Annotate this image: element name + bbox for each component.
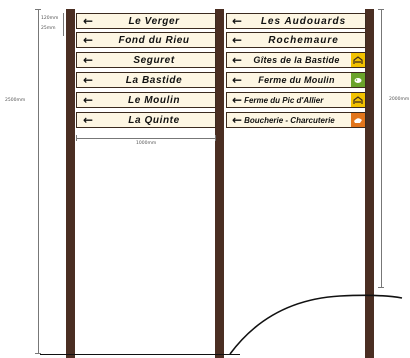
dimension-width: 1000mm [136, 141, 157, 146]
sign-label: Le Moulin [128, 94, 181, 106]
arrow-left-icon: ← [83, 113, 94, 127]
arrow-left-icon: ← [83, 14, 94, 28]
arrow-left-icon: ← [232, 14, 243, 28]
dimension-gap: 25mm [41, 26, 56, 31]
dimension-right-height: 2000mm [389, 97, 410, 102]
arrow-left-icon: ← [232, 33, 243, 47]
dimension-total-height: 2500mm [5, 98, 26, 103]
sign-label: La Quinte [128, 114, 180, 126]
sign-label: Gîtes de la Bastide [253, 55, 340, 65]
sign-label: La Bastide [125, 74, 183, 86]
arrow-left-icon: ← [232, 53, 243, 67]
arrow-left-icon: ← [83, 73, 94, 87]
sign-label: Fond du Rieu [118, 34, 190, 46]
arrow-left-icon: ← [83, 53, 94, 67]
sign-label: Les Audouards [260, 15, 347, 27]
arrow-left-icon: ← [232, 93, 243, 107]
arrow-left-icon: ← [83, 93, 94, 107]
sign-label: Ferme du Pic d'Allier [244, 95, 324, 105]
sign-label: Rochemaure [268, 34, 339, 46]
sign-label: Le Verger [128, 15, 180, 27]
sign-label: Boucherie - Charcuterie [244, 115, 335, 125]
sign-label: Ferme du Moulin [258, 75, 335, 85]
sign-label: Seguret [133, 54, 175, 66]
arrow-left-icon: ← [83, 33, 94, 47]
dimension-blade-height: 120mm [41, 16, 59, 21]
arrow-left-icon: ← [232, 73, 243, 87]
arrow-left-icon: ← [232, 113, 243, 127]
